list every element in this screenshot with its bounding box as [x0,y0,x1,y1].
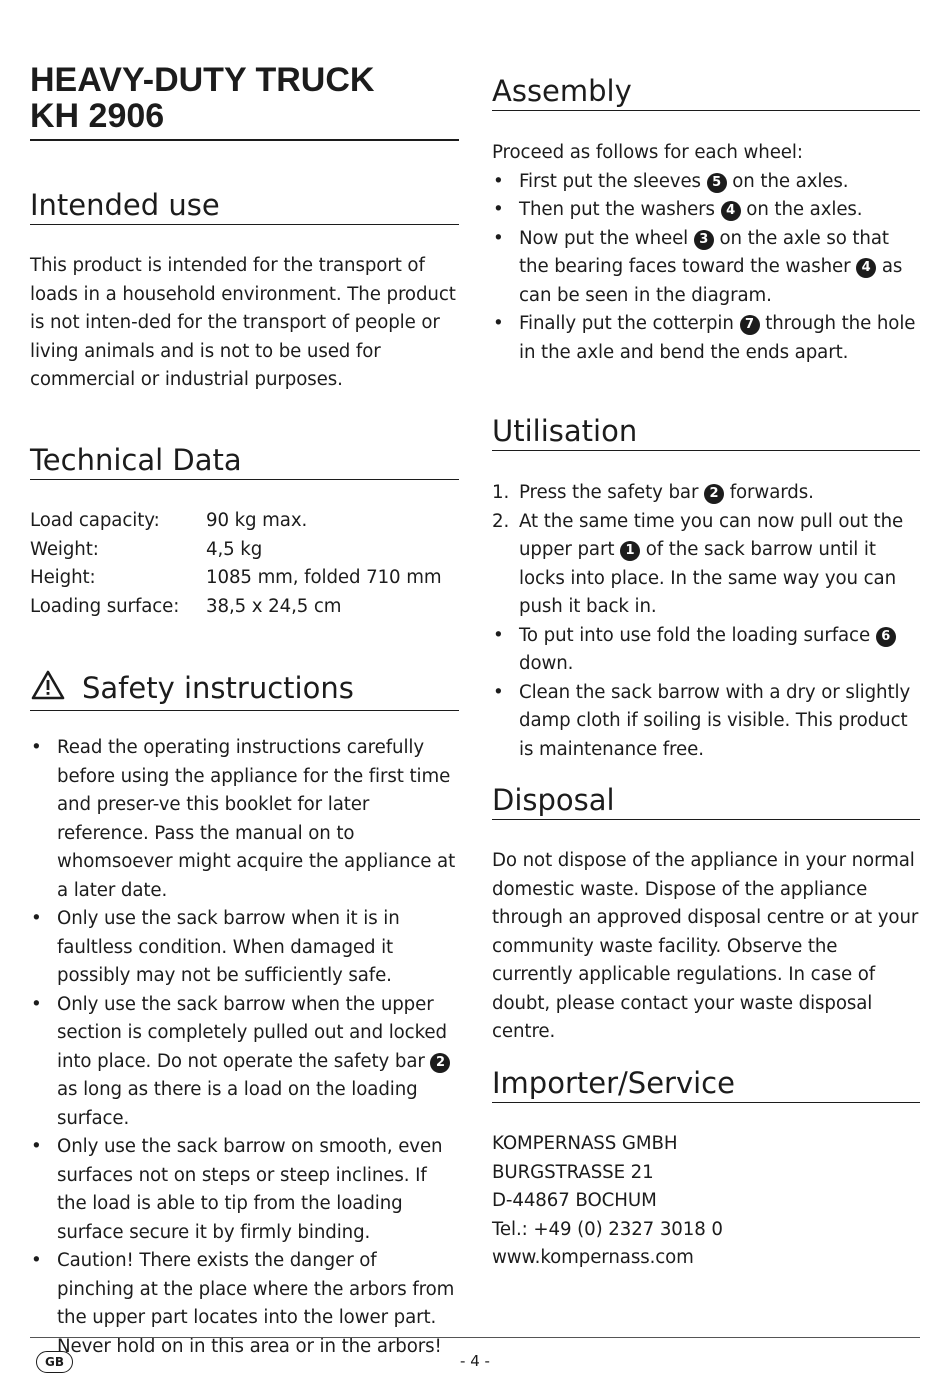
part-number-badge: 5 [707,173,727,193]
disposal-heading: Disposal [492,783,920,820]
utilisation-section [492,479,920,764]
list-item-text: forwards. [729,482,814,503]
list-item-text: on the axles. [746,199,863,220]
list-item [492,310,920,367]
tech-value: 4,5 kg [206,538,263,560]
title-line-1: HEAVY-DUTY TRUCK [30,61,375,99]
tech-label: Height: [30,567,96,588]
list-item-text: through the hole in the axle and bend the ends apart. [519,313,916,363]
tech-value: 90 kg max. [206,510,308,531]
intended-use-heading: Intended use [30,188,459,225]
company-name: KOMPERNASS GMBH [492,1133,678,1154]
list-item [492,196,920,225]
title-line-2: KH 2906 [30,97,165,135]
safety-instructions-heading [30,669,459,711]
part-number-badge: 4 [856,258,876,278]
part-number-badge: 2 [430,1053,450,1073]
list-item [30,991,459,1134]
list-item-text: Finally put the cotterpin [519,313,734,334]
importer-address [492,1130,920,1273]
tech-row-loading-surface [30,593,459,622]
list-item-text: Press the safety bar [519,482,699,503]
importer-service-heading: Importer/Service [492,1066,920,1103]
safety-instructions-list [30,734,459,1361]
list-item-text: as long as there is a load on the loading surface. [57,1079,418,1129]
technical-data-table [30,507,459,621]
assembly-intro: Proceed as follows for each wheel: [492,142,803,163]
step-number: 2. [492,510,510,532]
list-item-text: of the sack barrow until it locks into place. In the same way you can push it back in. [519,539,897,617]
list-item-text: To put into use fold the loading surface [519,624,871,646]
assembly-section [492,139,920,367]
tech-row-weight [30,536,459,565]
part-number-badge: 7 [740,315,760,335]
part-number-badge: 3 [694,230,714,250]
intended-use-paragraph: This product is intended for the transport of loads in a household environment. The product is not inten-ded for the transport of people or living animals and is not to be used for commercial or industrial purposes. [30,255,456,390]
list-item-text: Read the operating instructions carefully before using the appliance for the first time and preser-ve this booklet for later reference. Pass the manual on to whomsoever might acquire the appliance at a later date. [57,737,456,901]
street-address: BURGSTRASSE 21 [492,1161,654,1183]
safety-heading-text: Safety instructions [82,671,354,705]
list-item-text: Only use the sack barrow when the upper section is completely pulled out and locked into place. Do not operate the safety bar [57,993,447,1072]
list-item-text: Then put the washers [519,199,715,220]
list-item-text: At the same time you can now pull out the upper part [519,510,904,560]
list-item-text: Only use the sack barrow on smooth, even surfaces not on steps or steep inclines. If the load is able to tip from the loading surface secure it by firmly binding. [57,1136,443,1243]
list-item-text: Only use the sack barrow when it is in faultless condition. When damaged it possibly may not be sufficiently safe. [57,908,400,986]
step-number: 1. [492,482,510,503]
part-number-badge: 2 [704,484,724,504]
list-item-text: Now put the wheel [519,227,689,249]
part-number-badge: 1 [620,541,640,561]
tech-label: Weight: [30,538,99,560]
tech-row-load-capacity [30,507,459,536]
intended-use-text [30,252,459,395]
tech-label: Load capacity: [30,510,160,531]
list-item-text: First put the sleeves [519,170,701,192]
list-item [30,905,459,991]
part-number-badge: 6 [876,627,896,647]
assembly-heading: Assembly [492,74,920,111]
list-item-text: Clean the sack barrow with a dry or slightly damp cloth if soiling is visible. This product is maintenance free. [519,681,911,760]
warning-triangle-icon [30,669,66,708]
technical-data-heading: Technical Data [30,443,459,480]
footer-divider [30,1337,920,1338]
list-item [30,1133,459,1247]
list-item [492,168,920,197]
phone-number: Tel.: +49 (0) 2327 3018 0 [492,1218,723,1240]
list-item [30,1247,459,1361]
utilisation-heading: Utilisation [492,414,920,451]
tech-value: 1085 mm, folded 710 mm [206,567,442,588]
tech-row-height [30,564,459,593]
list-item [492,225,920,311]
list-item-text: as can be seen in the diagram. [519,256,903,306]
list-item [492,508,920,622]
list-item-text: on the axles. [732,170,849,192]
list-item [492,479,920,508]
disposal-section [492,847,920,1047]
list-item [30,734,459,905]
list-item [492,622,920,679]
list-item [492,679,920,765]
document-title [30,62,459,141]
list-item-text: down. [519,653,574,674]
country-badge: GB [36,1351,73,1373]
list-item-text: on the axle so that the bearing faces toward the washer [519,227,889,277]
page-number: - 4 - [460,1352,490,1370]
tech-value: 38,5 x 24,5 cm [206,595,342,617]
part-number-badge: 4 [721,201,741,221]
tech-label: Loading surface: [30,595,180,617]
city-address: D-44867 BOCHUM [492,1190,657,1211]
disposal-paragraph: Do not dispose of the appliance in your normal domestic waste. Dispose of the appliance through an approved disposal centre or at your community waste facility. Observe the currently applicable regulations. In case of doubt, please contact your waste disposal centre. [492,850,919,1042]
website-link[interactable]: www.kompernass.com [492,1247,694,1268]
list-item-text: Caution! There exists the danger of pinching at the place where the arbors from the upper part locates into the lower part. Never hold on in this area or in the arbors! [57,1250,455,1357]
